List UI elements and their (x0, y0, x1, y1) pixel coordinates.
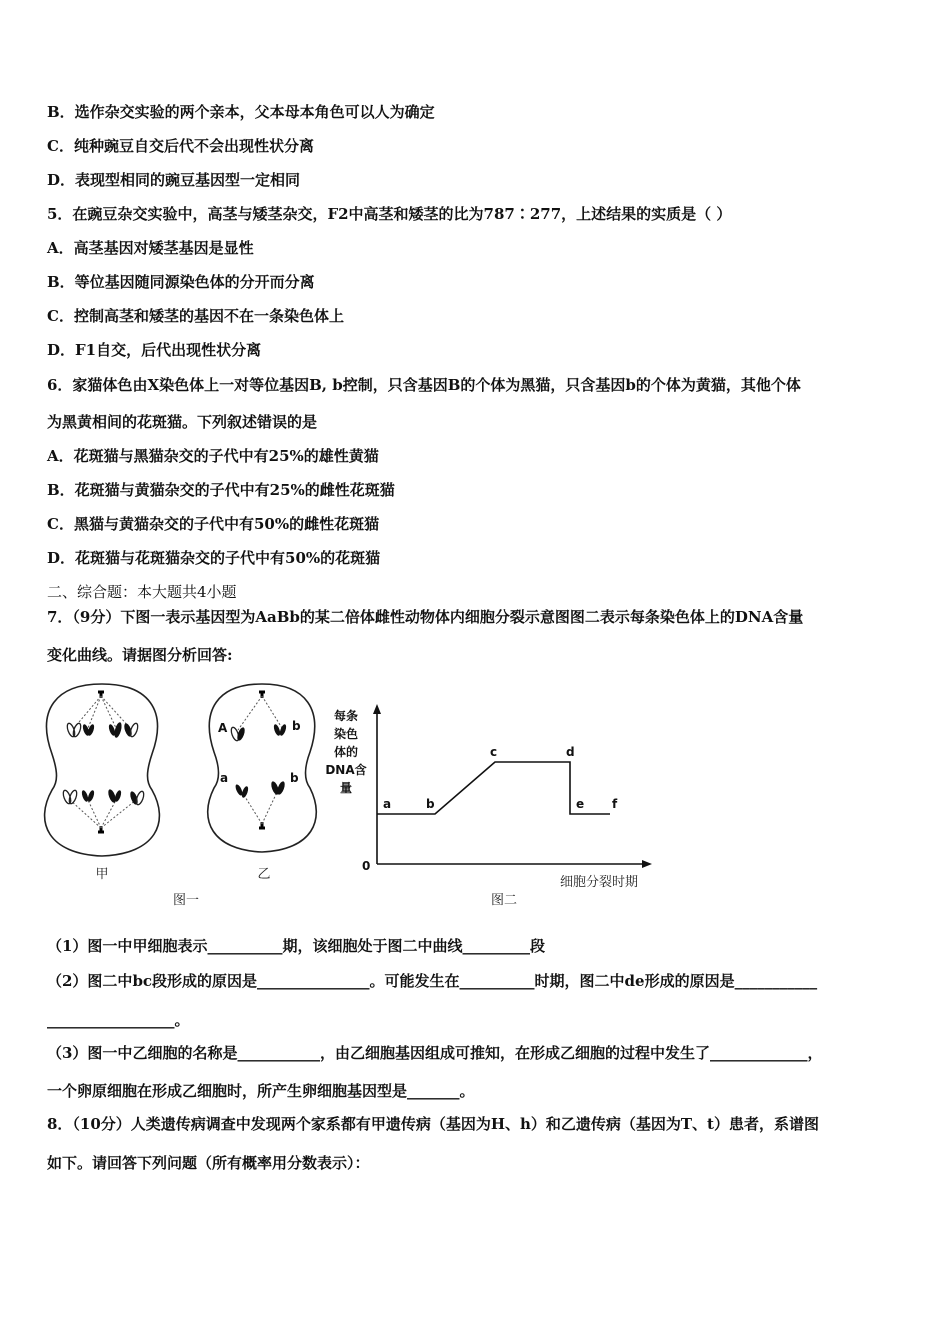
y-axis-label-line: 量 (339, 781, 353, 795)
y-axis-label-line: 体的 (333, 745, 359, 759)
x-axis-label: 细胞分裂时期 (560, 875, 639, 890)
option-line: D．表现型相同的豌豆基因型一定相同 (47, 171, 301, 189)
point-label: b (426, 797, 435, 811)
option-line: D．F1自交，后代出现性状分离 (47, 341, 262, 359)
cell-jia-caption: 甲 (95, 867, 109, 882)
sub-question: _________________。 (47, 1011, 190, 1029)
question-stem: 7．（9分）下图一表示基因型为AaBb的某二倍体雌性动物体内细胞分裂示意图图二表示每条染色体上的DNA含量 (47, 608, 804, 626)
y-axis-label-line: DNA含 (325, 763, 367, 777)
sub-question: （3）图一中乙细胞的名称是___________，由乙细胞基因组成可推知，在形成乙细胞的过程中发生了_____________， (47, 1044, 823, 1062)
sub-question: （2）图二中bc段形成的原因是_______________。可能发生在__________时期，图二中de形成的原因是___________ (47, 972, 818, 990)
cell-yi-caption: 乙 (257, 867, 271, 882)
option-line: B．等位基因随同源染色体的分开而分离 (47, 273, 315, 291)
option-line: A．高茎基因对矮茎基因是显性 (47, 239, 254, 257)
figure-block (40, 672, 680, 912)
sub-question: （1）图一中甲细胞表示__________期，该细胞处于图二中曲线_________段 (47, 937, 545, 955)
sub-question: 一个卵原细胞在形成乙细胞时，所产生卵细胞基因型是_______。 (47, 1082, 475, 1100)
point-label: a (383, 797, 392, 811)
question-stem: 6．家猫体色由X染色体上一对等位基因B, b控制，只含基因B的个体为黑猫，只含基因b的个体为黄猫，其他个体 (47, 376, 801, 394)
origin-label: 0 (362, 859, 371, 873)
option-line: D．花斑猫与花斑猫杂交的子代中有50%的花斑猫 (47, 549, 381, 567)
option-line: C．控制高茎和矮茎的基因不在一条染色体上 (47, 307, 344, 325)
figure-1-caption: 图一 (172, 893, 200, 908)
option-line: B．花斑猫与黄猫杂交的子代中有25%的雌性花斑猫 (47, 481, 395, 499)
option-line: B．选作杂交实验的两个亲本，父本母本角色可以人为确定 (47, 103, 435, 121)
gene-label-a: a (220, 771, 229, 785)
section-heading: 二、综合题：本大题共4小题 (47, 583, 237, 601)
point-label: c (490, 745, 498, 759)
option-line: C．黑猫与黄猫杂交的子代中有50%的雌性花斑猫 (47, 515, 380, 533)
gene-label-A: A (218, 721, 228, 735)
option-line: A．花斑猫与黑猫杂交的子代中有25%的雄性黄猫 (47, 447, 379, 465)
point-label: d (566, 745, 575, 759)
dna-content-graph (325, 704, 652, 908)
point-label: f (612, 797, 618, 811)
y-axis-label-line: 染色 (333, 727, 359, 741)
cell-yi (208, 684, 317, 882)
gene-label-b-lower: b (290, 771, 299, 785)
point-label: e (576, 797, 585, 811)
option-line: C．纯种豌豆自交后代不会出现性状分离 (47, 137, 314, 155)
cell-jia (45, 684, 160, 882)
y-axis-label-line: 每条 (333, 709, 359, 723)
question-stem: 为黑黄相间的花斑猫。下列叙述错误的是 (47, 413, 318, 431)
gene-label-b: b (292, 719, 301, 733)
figure-2-caption: 图二 (490, 893, 518, 908)
question-stem: 5．在豌豆杂交实验中，高茎与矮茎杂交，F2中高茎和矮茎的比为787∶277，上述结果的实质是（ ） (47, 205, 732, 223)
question-stem: 如下。请回答下列问题（所有概率用分数表示）： (47, 1154, 370, 1172)
question-stem: 8．（10分）人类遗传病调查中发现两个家系都有甲遗传病（基因为H、h）和乙遗传病（基因为T、t）患者，系谱图 (47, 1115, 819, 1133)
question-stem: 变化曲线。请据图分析回答: (47, 646, 233, 664)
